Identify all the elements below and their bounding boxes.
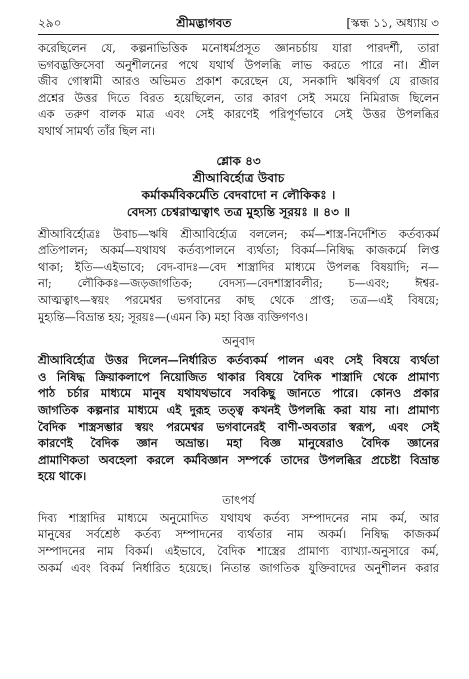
translation-line: হয়ে থাকে।: [38, 469, 87, 484]
intro-line: এক তরুণ বালক মাত্র এবং সেই কারণেই পরিপূর্ণভাবে সেই উত্তর উপলব্ধির: [38, 108, 439, 122]
purport-line: অকর্ম এবং বিকর্ম নির্ধারিত হয়েছে। নিতান্ত জাগতিক যুক্তিবাদের অনুশীলন করার: [38, 561, 439, 575]
synonyms-line: থাকা; ইতি—এইভাবে; বেদ-বাদঃ—বেদ শাস্ত্রাদির মাধ্যমে উপলব্ধ বিষয়াদি; ন—: [38, 260, 439, 274]
intro-line: প্রশ্নের উত্তর দিতে বিরত হয়েছিলেন, তার কারণ সেই সময়ে নিমিরাজ ছিলেন: [38, 91, 439, 105]
purport-heading: তাৎপর্য: [222, 492, 255, 507]
synonyms-paragraph: [38, 227, 439, 327]
purport-line: সম্পাদনের নাম বিকর্ম। এইভাবে, বৈদিক শাস্ত্রের প্রামাণ্য ব্যাখ্যা-অনুসারে কর্ম,: [38, 545, 439, 559]
verse-line-1: কর্মাকর্মবিকর্মেতি বেদবাদো ন লৌকিকঃ ।: [141, 187, 336, 202]
page-number: ২৯০: [38, 16, 62, 30]
intro-paragraph: [38, 41, 439, 141]
purport-line: দিব্য শাস্ত্রাদির মাধ্যমে অনুমোদিত যথাযথ কর্তব্য সম্পাদনের নাম কর্ম, আর: [38, 511, 439, 525]
translation-paragraph: [38, 352, 439, 485]
synonyms-line: আত্মত্বাৎ—স্বয়ং পরমেশ্বর ভগবানের কাছ থেকে প্রাপ্ত; তত্র—এই বিষয়ে;: [38, 293, 439, 307]
intro-line: যথার্থ সামর্থ্য তাঁর ছিল না।: [38, 124, 155, 138]
chapter-reference: [স্কন্ধ ১১, অধ্যায় ৩: [346, 16, 439, 30]
translation-line: কারণেই বৈদিক জ্ঞান অভ্রান্ত। মহা বিজ্ঞ মানুষেরাও বৈদিক জ্ঞানের: [38, 436, 439, 451]
header-rule: [38, 34, 439, 35]
intro-line: ভগবদ্ভক্তিসেবা অনুশীলনের পথে যথার্থ উপলব্ধি লাভ করতে পারে না। শ্রীল: [38, 58, 439, 72]
purport-paragraph: [38, 511, 439, 577]
purport-line: মানুষের সর্বশ্রেষ্ঠ কর্তব্য সম্পাদনের ব্যর্থতার নাম অকর্ম। নিষিদ্ধ কাজকর্ম: [38, 528, 439, 542]
translation-line: পাঠ চর্চার মাধ্যমে মানুষ যথাযথভাবে সবকিছু জানতে পারে। কোনও প্রকার: [38, 386, 439, 401]
verse-speaker: শ্রীআবির্হোত্র উবাচ: [192, 170, 285, 185]
translation-heading: অনুবাদ: [222, 334, 255, 349]
translation-line: বৈদিক শাস্ত্রসম্ভার স্বয়ং পরমেশ্বর ভগবানেরই বাণী-অবতার স্বরূপ, এবং সেই: [38, 419, 439, 434]
synonyms-line: মুহ্যন্তি—বিভ্রান্ত হয়; সূরয়ঃ—(এমন কি) মহা বিজ্ঞ ব্যক্তিগণও।: [38, 310, 309, 324]
verse-number: শ্লোক ৪৩: [216, 153, 261, 168]
synonyms-line: প্রতিপালন; অকর্ম—যথাযথ কর্তব্যপালনে ব্যর্থতা; বিকর্ম—নিষিদ্ধ কাজকর্মে লিপ্ত: [38, 244, 439, 258]
intro-line: জীব গোস্বামী আরও অভিমত প্রকাশ করেছেন যে, সনকাদি ঋষিবর্গ যে রাজার: [38, 75, 439, 89]
verse-line-2: বেদস্য চেশ্বরাত্মত্বাৎ তত্র মুহ্যন্তি সূরয়ঃ ॥ ৪৩ ॥: [126, 204, 351, 219]
translation-line: প্রামাণিকতা অবহেলা করলে কর্মবিজ্ঞান সম্পর্কে তাদের উপলব্ধির প্রচেষ্টা বিভ্রান্ত: [38, 452, 439, 467]
intro-line: করেছিলেন যে, কল্পনাভিত্তিক মনোধর্মপ্রসূত জ্ঞানচর্চায় যারা পারদর্শী, তারা: [38, 42, 439, 55]
translation-line: শ্রীআবির্হোত্র উত্তর দিলেন—নির্ধারিত কর্তব্যকর্ম পালন এবং সেই বিষয়ে ব্যর্থতা: [38, 353, 439, 368]
synonyms-line: শ্রীআবির্হোত্রঃ উবাচ—ঋষি শ্রীআবির্হোত্র বললেন; কর্ম—শাস্ত্র-নির্দেশিত কর্তব্যকর্ম: [38, 227, 439, 241]
book-title: শ্রীমদ্ভাগবত: [176, 16, 232, 30]
page-header: [38, 16, 439, 31]
translation-line: ও নিষিদ্ধ ক্রিয়াকলাপে নিয়োজিত থাকার বিষয়ে বৈদিক শাস্ত্রাদি থেকে প্রামাণ্য: [38, 369, 439, 384]
synonyms-line: না; লৌকিকঃ—জড়জাগতিক; বেদস্য—বেদশাস্ত্রাবলীর; চ—এবং; ঈশ্বর-: [38, 277, 439, 291]
translation-line: জাগতিক কল্পনার মাধ্যমে এই দুরূহ তত্ত্ব কখনই উপলব্ধি করা যায় না। প্রামাণ্য: [38, 402, 439, 417]
